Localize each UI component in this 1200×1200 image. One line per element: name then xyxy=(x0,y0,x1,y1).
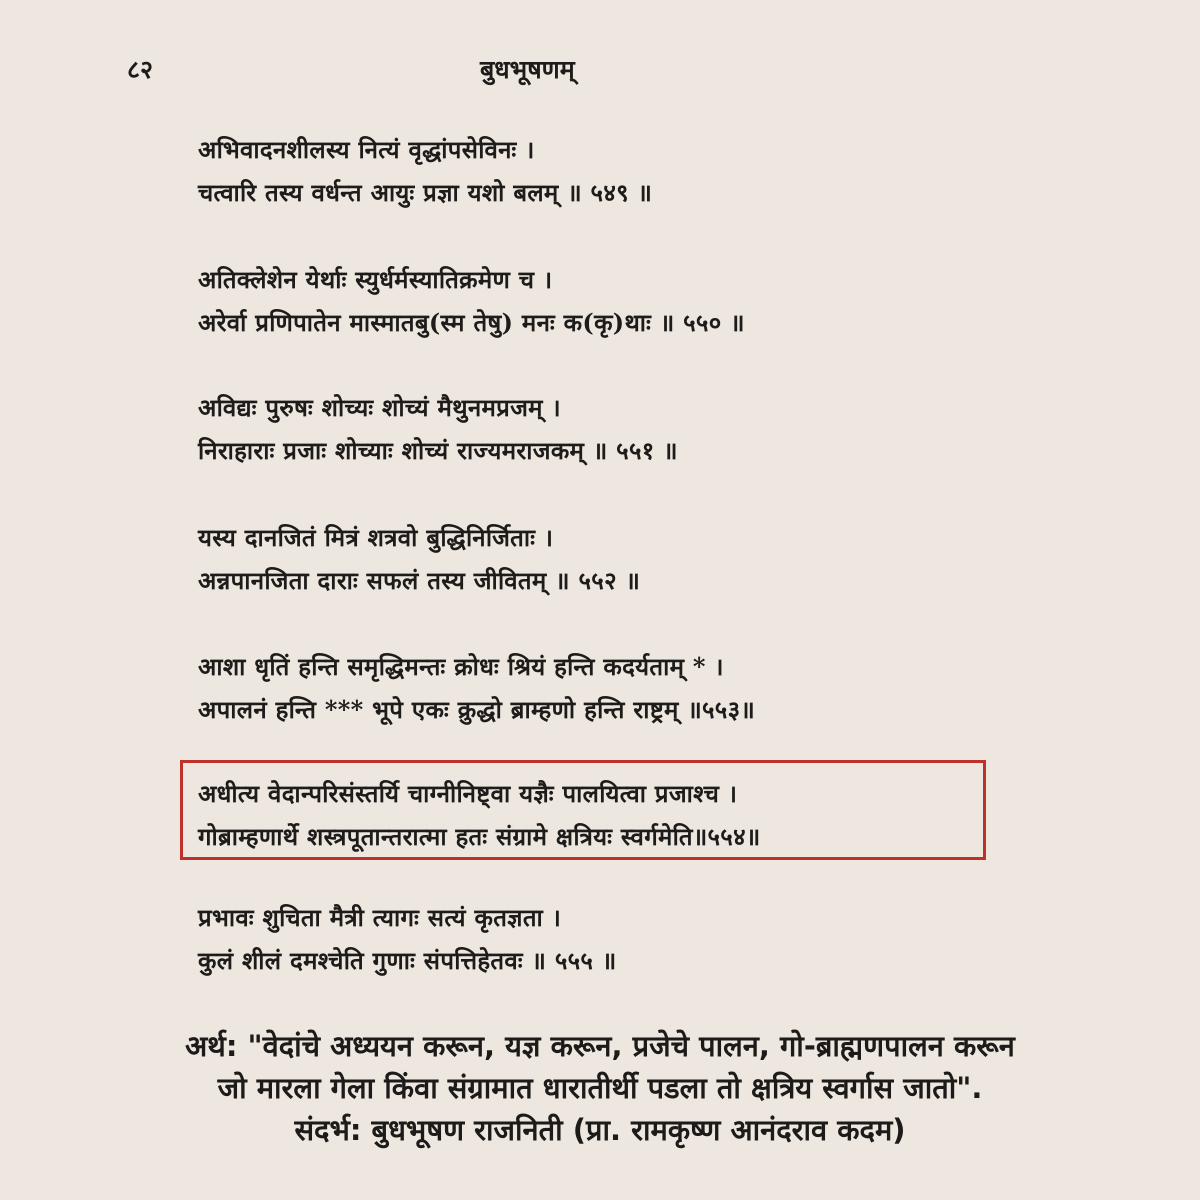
meaning-line: जो मारला गेला किंवा संग्रामात धारातीर्थी पडला तो क्षत्रिय स्वर्गास जातो". xyxy=(217,1071,983,1105)
meaning-line: अर्थ: "वेदांचे अध्ययन करून, यज्ञ करून, प्रजेचे पालन, गो-ब्राह्मणपालन करून xyxy=(185,1029,1015,1063)
verse-line: अन्नपानजिता दाराः सफलं तस्य जीवितम् ॥ ५५२ ॥ xyxy=(198,566,641,595)
verse-line: चत्वारि तस्य वर्धन्त आयुः प्रज्ञा यशो बलम् ॥ ५४९ ॥ xyxy=(198,178,653,207)
verse-line: अरेर्वा प्रणिपातेन मास्मातबु(स्म तेषु) मनः क(कृ)थाः ॥ ५५० ॥ xyxy=(198,308,745,337)
verse-line: यस्य दानजितं मित्रं शत्रवो बुद्धिनिर्जिताः । xyxy=(198,523,554,552)
verse-line: अविद्यः पुरुषः शोच्यः शोच्यं मैथुनमप्रजम् । xyxy=(198,393,561,422)
verse-line: अभिवादनशीलस्य नित्यं वृद्धांपसेविनः । xyxy=(198,135,535,164)
verse-line: अधीत्य वेदान्परिसंस्तर्यि चाग्नीनिष्ट्वा यज्ञैः पालयित्वा प्रजाश्च । xyxy=(198,779,738,808)
meaning-caption xyxy=(20,1025,1180,1151)
verse-553 xyxy=(198,645,755,731)
verse-554-highlighted xyxy=(198,772,761,858)
verse-line: अतिक्लेशेन येर्थाः स्युर्धर्मस्यातिक्रमेण च । xyxy=(198,265,553,294)
verse-549 xyxy=(198,128,652,214)
verse-550 xyxy=(198,258,745,344)
running-title: बुधभूषणम् xyxy=(480,55,575,84)
verse-line: गोब्राम्हणार्थे शस्त्रपूतान्तरात्मा हतः संग्रामे क्षत्रियः स्वर्गमेति॥५५४॥ xyxy=(198,822,761,851)
verse-line: आशा धृतिं हन्ति समृद्धिमन्तः क्रोधः श्रियं हन्ति कदर्यताम् * । xyxy=(198,652,724,681)
reference-line: संदर्भ: बुधभूषण राजनिती (प्रा. रामकृष्ण आनंदराव कदम) xyxy=(294,1113,906,1147)
page-number: ८२ xyxy=(127,55,154,84)
verse-555 xyxy=(198,896,617,982)
verse-552 xyxy=(198,516,640,602)
verse-551 xyxy=(198,386,678,472)
verse-line: कुलं शीलं दमश्चेति गुणाः संपत्तिहेतवः ॥ ५५५ ॥ xyxy=(198,946,617,975)
verse-line: निराहाराः प्रजाः शोच्याः शोच्यं राज्यमराजकम् ॥ ५५१ ॥ xyxy=(198,436,678,465)
verse-line: अपालनं हन्ति *** भूपे एकः क्रुद्धो ब्राम्हणो हन्ति राष्ट्रम् ॥५५३॥ xyxy=(198,695,756,724)
verse-line: प्रभावः शुचिता मैत्री त्यागः सत्यं कृतज्ञता । xyxy=(198,903,562,932)
